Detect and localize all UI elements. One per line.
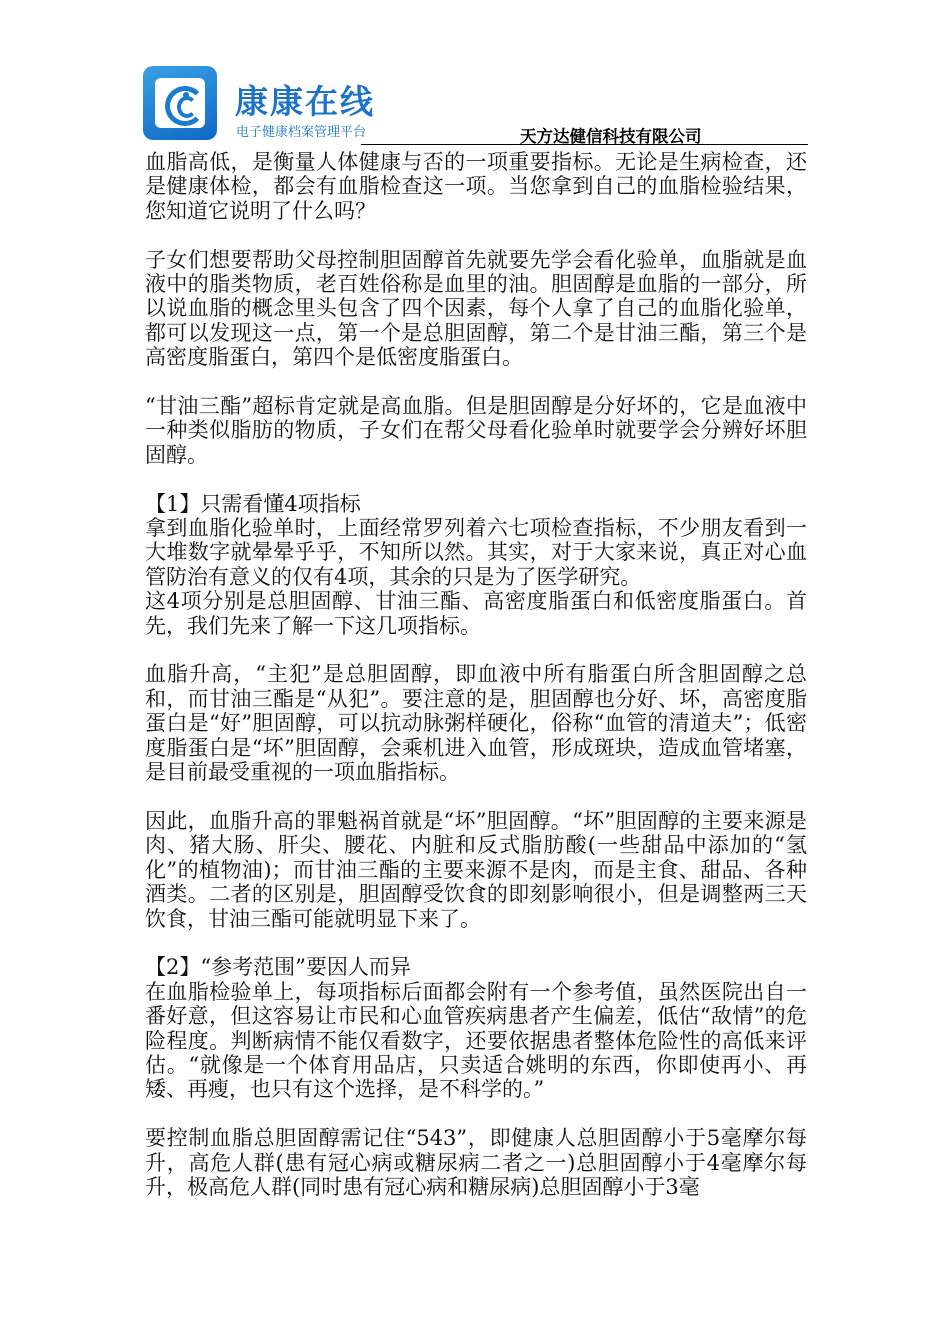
paragraph-spacer bbox=[145, 467, 807, 491]
paragraph: 【2】“参考范围”要因人而异 bbox=[145, 955, 411, 980]
page-header bbox=[143, 66, 808, 146]
paragraph-spacer bbox=[145, 1102, 807, 1126]
company-name: 天方达健信科技有限公司 bbox=[520, 127, 702, 146]
paragraph-spacer bbox=[145, 223, 807, 247]
paragraph-spacer bbox=[145, 785, 807, 809]
brand-subtitle: 电子健康档案管理平台 bbox=[236, 125, 367, 140]
paragraph: “甘油三酯”超标肯定就是高血脂。但是胆固醇是分好坏的，它是血液中一种类似脂肪的物质，子女们在帮父母看化验单时就要学会分辨好坏胆固醇。 bbox=[145, 394, 807, 467]
paragraph-spacer bbox=[145, 638, 807, 662]
paragraph: 【1】只需看懂4项指标 bbox=[145, 491, 361, 516]
header-rule bbox=[361, 144, 808, 145]
paragraph: 因此，血脂升高的罪魁祸首就是“坏”胆固醇。“坏”胆固醇的主要来源是肉、猪大肠、肝尖、腰花、内脏和反式脂肪酸(一些甜品中添加的“氢化”的植物油)；而甘油三酯的主要来源不是肉，而是主食、甜品、各种酒类。二者的区别是，胆固醇受饮食的即刻影响很小，但是调整两三天饮食，甘油三酯可能就明显下来了。 bbox=[145, 808, 807, 931]
paragraph: 在血脂检验单上，每项指标后面都会附有一个参考值，虽然医院出自一番好意，但这容易让市民和心血管疾病患者产生偏差，低估“敌情”的危险程度。判断病情不能仅看数字，还要依据患者整体危险性的高低来评估。“就像是一个体育用品店，只卖适合姚明的东西，你即使再小、再矮、再瘦，也只有这个选择，是不科学的。” bbox=[145, 979, 807, 1102]
health-record-logo-icon bbox=[143, 66, 217, 140]
paragraph: 拿到血脂化验单时，上面经常罗列着六七项检查指标，不少朋友看到一大堆数字就晕晕乎乎，不知所以然。其实，对于大家来说，真正对心血管防治有意义的仅有4项，其余的只是为了医学研究。 bbox=[145, 516, 807, 589]
paragraph: 血脂升高，“主犯”是总胆固醇，即血液中所有脂蛋白所含胆固醇之总和，而甘油三酯是“从犯”。要注意的是，胆固醇也分好、坏，高密度脂蛋白是“好”胆固醇，可以抗动脉粥样硬化，俗称“血管的清道夫”；低密度脂蛋白是“坏”胆固醇，会乘机进入血管，形成斑块，造成血管堵塞，是目前最受重视的一项血脂指标。 bbox=[145, 662, 807, 785]
brand-name: 康康在线 bbox=[235, 82, 375, 121]
paragraph: 这4项分别是总胆固醇、甘油三酯、高密度脂蛋白和低密度脂蛋白。首先，我们先来了解一下这几项指标。 bbox=[145, 589, 807, 638]
article-body bbox=[145, 150, 807, 1199]
paragraph: 要控制血脂总胆固醇需记住“543”，即健康人总胆固醇小于5毫摩尔每升，高危人群(患有冠心病或糖尿病二者之一)总胆固醇小于4毫摩尔每升，极高危人群(同时患有冠心病和糖尿病)总胆固醇小于3毫 bbox=[145, 1126, 807, 1199]
paragraph-spacer bbox=[145, 370, 807, 394]
paragraph: 血脂高低，是衡量人体健康与否的一项重要指标。无论是生病检查，还是健康体检，都会有血脂检查这一项。当您拿到自己的血脂检验结果，您知道它说明了什么吗？ bbox=[145, 150, 807, 223]
paragraph-spacer bbox=[145, 931, 807, 955]
paragraph: 子女们想要帮助父母控制胆固醇首先就要先学会看化验单，血脂就是血液中的脂类物质，老百姓俗称是血里的油。胆固醇是血脂的一部分，所以说血脂的概念里头包含了四个因素，每个人拿了自己的血脂化验单，都可以发现这一点，第一个是总胆固醇，第二个是甘油三酯，第三个是高密度脂蛋白，第四个是低密度脂蛋白。 bbox=[145, 247, 807, 370]
